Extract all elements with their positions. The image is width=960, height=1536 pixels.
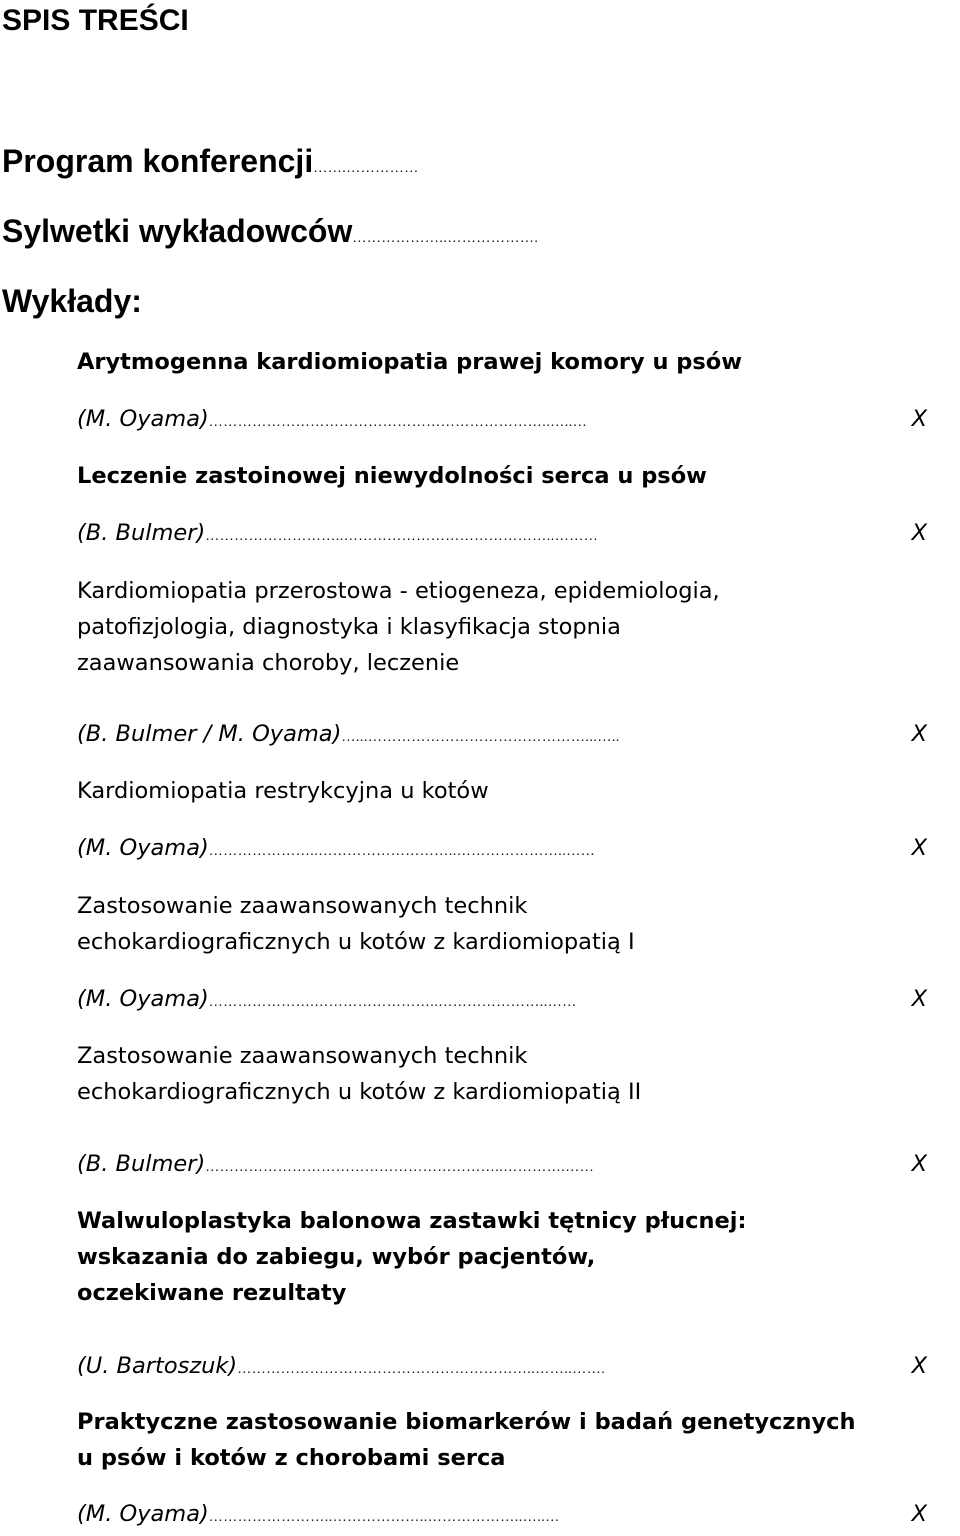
- lecture-author-row: [77, 981, 927, 1021]
- lecture-title-line: echokardiograficznych u kotów z kardiomiopatią II: [77, 1079, 642, 1105]
- lecture-page: X: [911, 520, 927, 546]
- lecture-title-line: Kardiomiopatia przerostowa - etiogeneza, epidemiologia,: [77, 578, 720, 604]
- lecture-author-row: [77, 401, 927, 441]
- lecture-page: X: [911, 721, 927, 747]
- lecture-leader: ……………………..………………..………………..…..…: [208, 1510, 560, 1525]
- lecture-author-row: [77, 830, 927, 870]
- lecture-title-line: echokardiograficznych u kotów z kardiomiopatią I: [77, 929, 635, 955]
- lecture-author: (M. Oyama): [77, 406, 209, 432]
- lecture-title-line: Praktyczne zastosowanie biomarkerów i badań genetycznych: [77, 1409, 856, 1435]
- lecture-title-line: Walwuloplastyka balonowa zastawki tętnicy płucnej:: [77, 1208, 747, 1234]
- lecture-title-line: zaawansowania choroby, leczenie: [77, 650, 460, 676]
- lecture-title-line: wskazania do zabiegu, wybór pacjentów,: [77, 1244, 596, 1270]
- section-wyklady: Wykłady:: [2, 283, 142, 319]
- lecture-page: X: [911, 1151, 927, 1177]
- lecture-title-line: patofizjologia, diagnostyka i klasyfikacja stopnia: [77, 614, 621, 640]
- lecture-author-row: [77, 1348, 927, 1388]
- section-program-label: Program konferencji: [2, 143, 314, 179]
- lecture-title-line: Leczenie zastoinowej niewydolności serca u psów: [77, 463, 707, 489]
- lecture-title-line: oczekiwane rezultaty: [77, 1280, 347, 1306]
- lecture-leader: ………………………..……………………………………..………: [205, 529, 599, 544]
- lecture-author: (B. Bulmer): [77, 520, 206, 546]
- lecture-author: (B. Bulmer): [77, 1151, 206, 1177]
- lecture-leader: ………………….……………………..…………………..……: [208, 995, 577, 1010]
- lecture-page: X: [911, 986, 927, 1012]
- lecture-title-line: Kardiomiopatia restrykcyjna u kotów: [77, 778, 489, 804]
- lecture-author: (B. Bulmer / M. Oyama): [77, 721, 342, 747]
- lecture-author: (M. Oyama): [77, 986, 209, 1012]
- page-title: SPIS TREŚCI: [2, 4, 189, 37]
- section-program-leader: …….……………: [313, 161, 419, 176]
- lecture-leader: …...………………………………………...…..: [341, 730, 620, 745]
- section-sylwetki-label: Sylwetki wykładowców: [2, 213, 353, 249]
- lecture-author-row: [77, 515, 927, 555]
- lecture-author: (U. Bartoszuk): [77, 1353, 238, 1379]
- section-sylwetki-leader: ………………..……………….: [352, 231, 539, 246]
- lecture-author-row: [77, 716, 927, 756]
- lecture-title-line: u psów i kotów z chorobami serca: [77, 1445, 506, 1471]
- lecture-author-row: [77, 1496, 927, 1536]
- lecture-leader: …………………..………………………..…………………..……: [208, 844, 596, 859]
- lecture-title-line: Arytmogenna kardiomiopatia prawej komory u psów: [77, 349, 743, 375]
- lecture-page: X: [911, 406, 927, 432]
- section-sylwetki: [2, 212, 538, 258]
- lecture-leader: ……………………………………………………..……..…….: [237, 1362, 606, 1377]
- lecture-title-line: Zastosowanie zaawansowanych technik: [77, 1043, 528, 1069]
- lecture-leader: ……………………………………………………………..…..…: [208, 415, 588, 430]
- lecture-title-line: Zastosowanie zaawansowanych technik: [77, 893, 528, 919]
- lecture-page: X: [911, 835, 927, 861]
- lecture-author-row: [77, 1146, 927, 1186]
- lecture-author: (M. Oyama): [77, 1501, 209, 1527]
- section-program: [2, 142, 419, 188]
- lecture-leader: ……………………………………………………..………….……: [205, 1160, 595, 1175]
- lecture-page: X: [911, 1501, 927, 1527]
- lecture-page: X: [911, 1353, 927, 1379]
- lecture-author: (M. Oyama): [77, 835, 209, 861]
